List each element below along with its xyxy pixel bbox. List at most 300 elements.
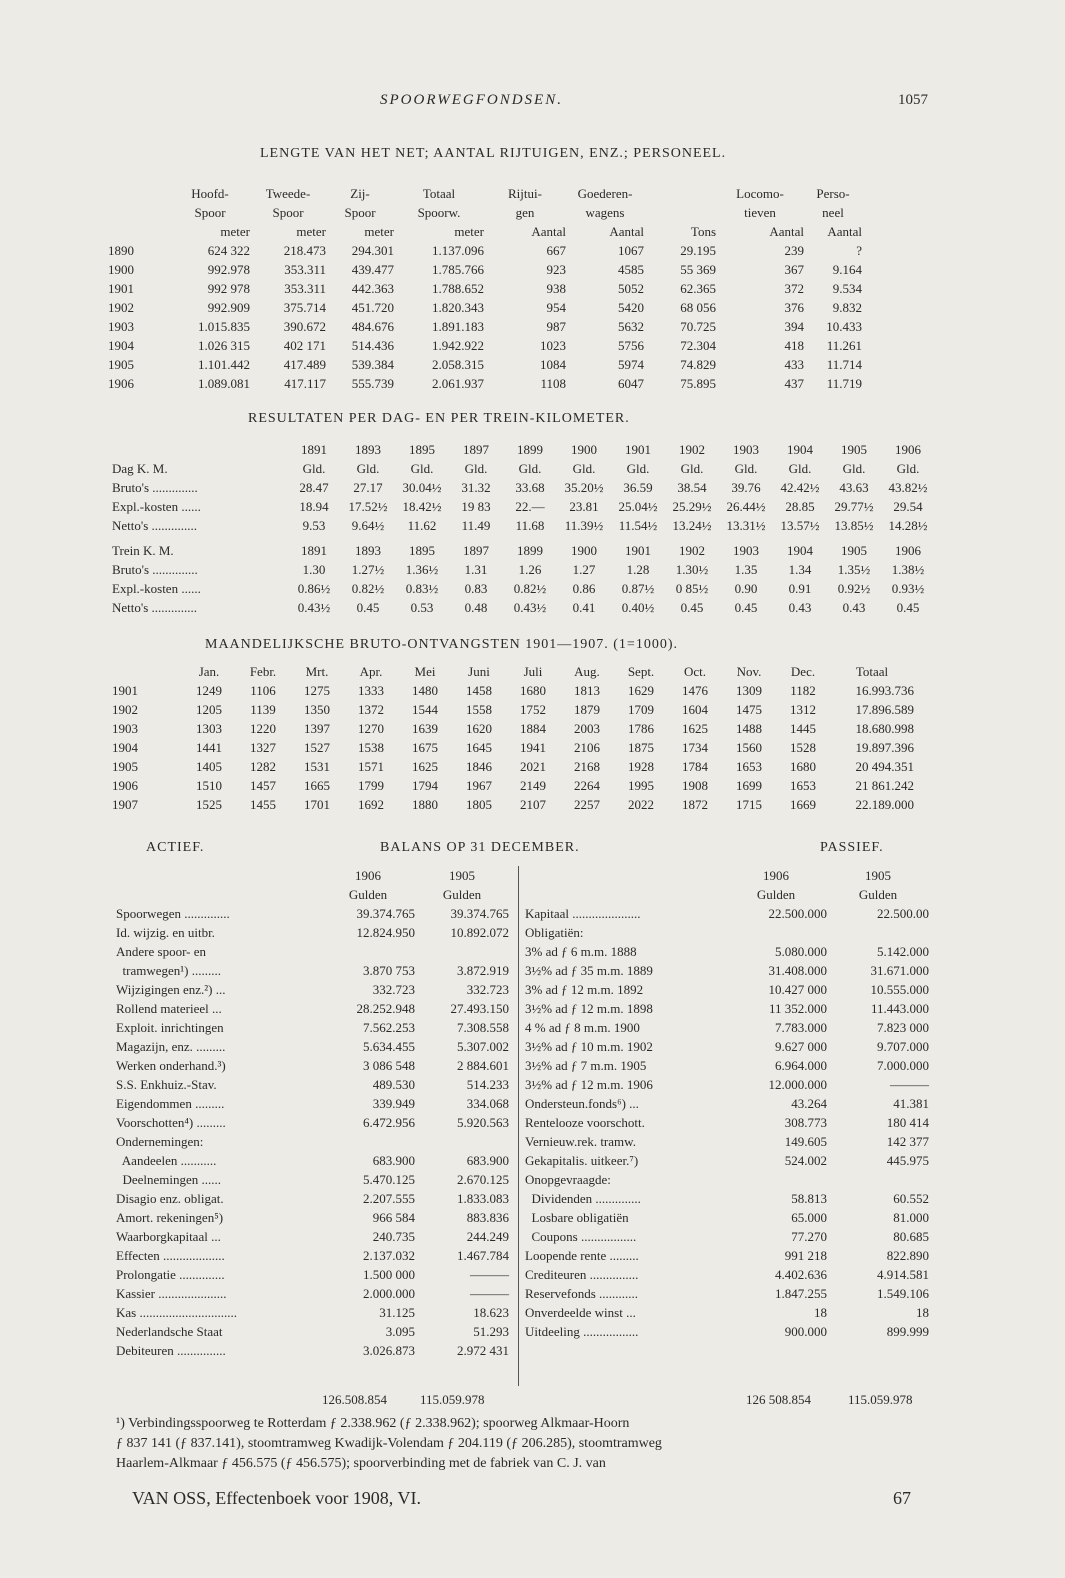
value-cell: 1665	[304, 777, 330, 793]
value-cell: 0.87½	[621, 580, 655, 596]
table-row	[112, 579, 935, 598]
table-row	[108, 279, 862, 298]
value-1906: 11 352.000	[768, 1000, 827, 1016]
value-cell: 1799	[358, 777, 384, 793]
unit-header: Gld.	[410, 460, 434, 476]
value-cell: 1805	[466, 796, 492, 812]
value-1906: 10.427 000	[768, 981, 827, 997]
value-cell: 353.311	[284, 261, 326, 277]
total-actief-1905: 115.059.978	[420, 1392, 485, 1407]
value-1906: 489.530	[372, 1076, 415, 1092]
column-header: meter	[296, 223, 326, 239]
value-cell: 1.30	[302, 561, 326, 577]
row-label: Dividenden ..............	[525, 1190, 641, 1206]
value-1906: 3 086 548	[363, 1057, 415, 1073]
table-row	[525, 999, 929, 1018]
value-1906: 65.000	[791, 1209, 827, 1225]
column-header: Spoor	[272, 204, 304, 220]
value-1905: 2.972 431	[457, 1342, 509, 1358]
table-row	[112, 719, 914, 738]
row-label: Magazijn, enz. .........	[116, 1038, 226, 1054]
value-1906: 7.562.253	[363, 1019, 415, 1035]
row-label: 3½% ad ƒ 12 m.m. 1906	[525, 1076, 653, 1092]
month-header: Oct.	[683, 663, 707, 679]
balance-unit-row	[116, 885, 509, 904]
value-1905: 883.836	[466, 1209, 509, 1225]
table-row	[116, 1284, 509, 1303]
value-cell: 19.897.396	[855, 739, 914, 755]
footer-citation: VAN OSS, Effectenboek voor 1908, VI.	[132, 1488, 421, 1508]
value-cell: 9.53	[302, 517, 326, 533]
row-label: Expl.-kosten ......	[112, 580, 201, 596]
table-row	[525, 1322, 929, 1341]
value-1905: 180 414	[886, 1114, 929, 1130]
value-cell: 1.35½	[837, 561, 871, 577]
table-row	[525, 1113, 929, 1132]
value-cell: 1.34	[788, 561, 812, 577]
value-cell: 18.42½	[402, 498, 442, 514]
value-cell: 1476	[682, 682, 708, 698]
table-row	[116, 1189, 509, 1208]
value-cell: 33.68	[515, 479, 545, 495]
value-cell: 1571	[358, 758, 384, 774]
header-spacer	[525, 866, 725, 885]
total-passief-1906: 126 508.854	[746, 1392, 811, 1407]
balance-year-row	[525, 866, 929, 885]
table-row	[116, 904, 509, 923]
year-header: 1895	[409, 542, 435, 558]
value-cell: 1995	[628, 777, 654, 793]
table-row	[112, 560, 935, 579]
month-header: Aug.	[574, 663, 600, 679]
value-cell: 1510	[196, 777, 222, 793]
value-1905: 4.914.581	[877, 1266, 929, 1282]
value-cell: 1488	[736, 720, 762, 736]
value-cell: 1.31	[464, 561, 488, 577]
value-cell: 5974	[618, 356, 644, 372]
column-header: Aantal	[609, 223, 644, 239]
value-cell: 1.026 315	[198, 337, 250, 353]
table-row	[108, 336, 862, 355]
value-1906: 1.847.255	[775, 1285, 827, 1301]
value-cell: 13.31½	[726, 517, 766, 533]
value-cell: 1669	[790, 796, 816, 812]
year-header: 1906	[763, 867, 789, 883]
table-row	[112, 516, 935, 535]
row-label: Bruto's ..............	[112, 479, 198, 495]
value-cell: 923	[546, 261, 566, 277]
value-cell: 539.384	[351, 356, 394, 372]
value-cell: 75.895	[680, 375, 716, 391]
value-cell: 55 369	[680, 261, 716, 277]
value-cell: 1405	[196, 758, 222, 774]
value-cell: 1327	[250, 739, 276, 755]
table-row	[108, 355, 862, 374]
value-cell: 1441	[196, 739, 222, 755]
row-label: Werken onderhand.³)	[116, 1057, 226, 1073]
row-label: Deelnemingen ......	[116, 1171, 222, 1187]
year-cell: 1904	[108, 337, 134, 353]
value-cell: 13.24½	[672, 517, 712, 533]
value-1905: 31.671.000	[870, 962, 929, 978]
year-header: 1893	[355, 441, 381, 457]
table-row	[525, 1056, 929, 1075]
value-1906: 5.080.000	[775, 943, 827, 959]
value-cell: 28.85	[785, 498, 815, 514]
value-1906: 991 218	[784, 1247, 827, 1263]
value-cell: 11.68	[515, 517, 545, 533]
value-1905: 244.249	[466, 1228, 509, 1244]
value-cell: 1872	[682, 796, 708, 812]
value-cell: 954	[546, 299, 566, 315]
table-row	[116, 1056, 509, 1075]
table-row	[116, 1075, 509, 1094]
table-row	[525, 1265, 929, 1284]
unit-header: Gulden	[442, 886, 482, 902]
value-cell: 2257	[574, 796, 600, 812]
value-1906	[725, 923, 827, 942]
running-title: SPOORWEGFONDSEN.	[380, 92, 563, 108]
value-cell: 0.45	[734, 599, 758, 615]
year-header: 1905	[865, 867, 891, 883]
value-1906: 6.964.000	[775, 1057, 827, 1073]
value-cell: 17.896.589	[855, 701, 914, 717]
row-label: Spoorwegen ..............	[116, 905, 230, 921]
net-header-row	[108, 184, 862, 203]
value-cell: 29.195	[680, 242, 716, 258]
value-cell: 418	[784, 337, 804, 353]
year-cell: 1903	[112, 720, 138, 736]
value-cell: 451.720	[351, 299, 394, 315]
value-cell: 1.26	[518, 561, 542, 577]
balance-year-row	[116, 866, 509, 885]
value-cell: 28.47	[299, 479, 329, 495]
row-label	[525, 1341, 725, 1360]
value-1905	[827, 1170, 929, 1189]
value-1906: 43.264	[791, 1095, 827, 1111]
value-cell: 1282	[250, 758, 276, 774]
year-header: 1899	[517, 441, 543, 457]
value-1905: 39.374.765	[450, 905, 509, 921]
row-label: Rentelooze voorschott.	[525, 1114, 645, 1130]
year-header: 1903	[733, 441, 759, 457]
value-cell: 1.38½	[891, 561, 925, 577]
value-cell: 1.36½	[405, 561, 439, 577]
table-row	[116, 942, 509, 961]
value-cell: 437	[784, 375, 804, 391]
column-header: Zij-	[350, 185, 370, 201]
value-cell: 1.891.183	[432, 318, 484, 334]
value-cell: 29.77½	[834, 498, 874, 514]
value-cell: 1309	[736, 682, 762, 698]
value-cell: 2106	[574, 739, 600, 755]
value-cell: 43.63	[839, 479, 869, 495]
value-cell: 4585	[618, 261, 644, 277]
year-header: 1901	[625, 441, 651, 457]
column-header: Goederen-	[577, 185, 633, 201]
value-cell: 0.86	[572, 580, 596, 596]
table-row	[108, 260, 862, 279]
value-1905: 5.142.000	[877, 943, 929, 959]
value-cell: 0.53	[410, 599, 434, 615]
value-1906: 12.000.000	[768, 1076, 827, 1092]
value-cell: 1.820.343	[432, 299, 484, 315]
value-cell: 992.909	[207, 299, 250, 315]
column-header: wagens	[585, 204, 625, 220]
year-header: 1903	[733, 542, 759, 558]
value-cell: 1846	[466, 758, 492, 774]
value-cell: 1067	[618, 242, 644, 258]
value-1906: 332.723	[372, 981, 415, 997]
table-row	[525, 1151, 929, 1170]
value-1906: 240.735	[372, 1228, 415, 1244]
year-header: 1904	[787, 542, 813, 558]
table-row	[116, 1037, 509, 1056]
row-label: Obligatiën:	[525, 924, 584, 940]
value-1905: ———	[470, 1285, 509, 1301]
value-cell: 25.29½	[672, 498, 712, 514]
row-label: Coupons .................	[525, 1228, 637, 1244]
value-cell: 1625	[682, 720, 708, 736]
value-cell: 1.089.081	[198, 375, 250, 391]
value-cell: 5756	[618, 337, 644, 353]
row-label: Prolongatie ..............	[116, 1266, 225, 1282]
table-row	[116, 999, 509, 1018]
value-cell: 1675	[412, 739, 438, 755]
value-1905: 142 377	[886, 1133, 929, 1149]
row-label: Id. wijzig. en uitbr.	[116, 924, 215, 940]
unit-header: Gld.	[572, 460, 596, 476]
footnote-line-3: Haarlem-Alkmaar ƒ 456.575 (ƒ 456.575); spoorverbinding met de fabriek van C. J. van	[116, 1456, 606, 1471]
value-cell: 1604	[682, 701, 708, 717]
table-row	[525, 1037, 929, 1056]
monthly-table	[112, 662, 914, 814]
value-1906: 5.470.125	[363, 1171, 415, 1187]
value-1906: 6.472.956	[363, 1114, 415, 1130]
value-cell: 22.—	[515, 498, 545, 514]
row-label: Onopgevraagde:	[525, 1171, 611, 1187]
table-row	[525, 1018, 929, 1037]
month-header: Mei	[414, 663, 436, 679]
value-1906: 3.095	[385, 1323, 415, 1339]
value-cell: 1.28	[626, 561, 650, 577]
value-cell: 43.82½	[888, 479, 928, 495]
value-cell: 0.43½	[297, 599, 331, 615]
table-row	[112, 738, 914, 757]
column-header: Spoorw.	[417, 204, 461, 220]
value-cell: 1928	[628, 758, 654, 774]
value-cell: 555.739	[351, 375, 394, 391]
value-cell: 1538	[358, 739, 384, 755]
value-cell: 0.83	[464, 580, 488, 596]
header-spacer	[116, 885, 321, 904]
year-header: 1906	[895, 441, 921, 457]
table-row	[116, 1341, 509, 1360]
value-cell: 0.43½	[513, 599, 547, 615]
row-label: Losbare obligatiën	[525, 1209, 629, 1225]
value-cell: 1884	[520, 720, 546, 736]
table-row	[525, 923, 929, 942]
value-cell: 938	[546, 280, 566, 296]
value-1905: 1.549.106	[877, 1285, 929, 1301]
value-cell: 375.714	[283, 299, 326, 315]
month-header: Juni	[468, 663, 490, 679]
row-label: Andere spoor- en	[116, 943, 206, 959]
value-1906: 1.500 000	[363, 1266, 415, 1282]
value-cell: 376	[784, 299, 804, 315]
table-row	[525, 1208, 929, 1227]
value-cell: 1908	[682, 777, 708, 793]
value-cell: 1645	[466, 739, 492, 755]
value-cell: 1084	[540, 356, 566, 372]
table-row	[112, 795, 914, 814]
value-cell: ?	[856, 242, 862, 258]
value-cell: 11.54½	[618, 517, 658, 533]
value-cell: 0.83½	[405, 580, 439, 596]
value-cell: 10.433	[826, 318, 862, 334]
page-number: 1057	[898, 92, 928, 108]
row-label: 3½% ad ƒ 10 m.m. 1902	[525, 1038, 653, 1054]
value-cell: 0.82½	[513, 580, 547, 596]
unit-header: Gld.	[788, 460, 812, 476]
results-unit-row	[112, 459, 935, 478]
value-1906: 28.252.948	[356, 1000, 415, 1016]
column-header: Hoofd-	[191, 185, 229, 201]
value-cell: 2022	[628, 796, 654, 812]
value-1905: 514.233	[466, 1076, 509, 1092]
year-cell: 1907	[112, 796, 138, 812]
table-row	[116, 980, 509, 999]
column-header: Tweede-	[265, 185, 311, 201]
value-1905	[415, 1132, 509, 1151]
results-table	[112, 440, 935, 617]
value-cell: 1794	[412, 777, 438, 793]
net-title: LENGTE VAN HET NET; AANTAL RIJTUIGEN, ENZ.; PERSONEEL.	[260, 146, 727, 161]
footer-sheet-number: 67	[893, 1488, 911, 1508]
value-cell: 1709	[628, 701, 654, 717]
value-1906: 683.900	[372, 1152, 415, 1168]
value-cell: 0.92½	[837, 580, 871, 596]
table-row	[525, 1284, 929, 1303]
table-row	[525, 904, 929, 923]
value-cell: 1715	[736, 796, 762, 812]
row-label: tramwegen¹) .........	[116, 962, 221, 978]
column-header: Spoor	[344, 204, 376, 220]
table-row	[116, 1227, 509, 1246]
value-cell: 0.48	[464, 599, 488, 615]
row-label: Disagio enz. obligat.	[116, 1190, 224, 1206]
value-cell: 1458	[466, 682, 492, 698]
value-cell: 390.672	[283, 318, 326, 334]
value-cell: 0.45	[356, 599, 380, 615]
value-cell: 11.49	[461, 517, 491, 533]
value-cell: 624 322	[207, 242, 250, 258]
value-1905: 822.890	[886, 1247, 929, 1263]
value-cell: 1.101.442	[198, 356, 250, 372]
value-cell: 1967	[466, 777, 492, 793]
actief-heading: ACTIEF.	[146, 840, 205, 855]
value-cell: 1182	[790, 682, 816, 698]
value-1905: 2 884.601	[457, 1057, 509, 1073]
value-cell: 1108	[540, 375, 566, 391]
row-label: Nederlandsche Staat	[116, 1323, 223, 1339]
year-header: 1891	[301, 542, 327, 558]
value-cell: 11.261	[826, 337, 862, 353]
results-trein-row	[112, 541, 935, 560]
value-cell: 2107	[520, 796, 546, 812]
value-cell: 1544	[412, 701, 438, 717]
value-1905: 18	[916, 1304, 929, 1320]
value-cell: 11.39½	[564, 517, 604, 533]
value-cell: 987	[546, 318, 566, 334]
passief-heading: PASSIEF.	[820, 840, 884, 855]
value-cell: 38.54	[677, 479, 707, 495]
value-cell: 2.061.937	[432, 375, 484, 391]
value-cell: 11.719	[826, 375, 862, 391]
value-cell: 1249	[196, 682, 222, 698]
value-cell: 0.90	[734, 580, 758, 596]
row-label: 3½% ad ƒ 7 m.m. 1905	[525, 1057, 647, 1073]
year-header: 1897	[463, 441, 489, 457]
value-cell: 439.477	[351, 261, 394, 277]
value-cell: 1879	[574, 701, 600, 717]
row-label: Netto's ..............	[112, 599, 198, 615]
table-row	[112, 497, 935, 516]
year-header: 1899	[517, 542, 543, 558]
row-label: Aandeelen ...........	[116, 1152, 217, 1168]
value-1905: ———	[890, 1076, 929, 1092]
value-cell: 1941	[520, 739, 546, 755]
year-header: 1900	[571, 542, 597, 558]
table-row	[112, 598, 935, 617]
year-header: 1906	[895, 542, 921, 558]
value-cell: 1.30½	[675, 561, 709, 577]
month-header: Febr.	[249, 663, 277, 679]
value-cell: 68 056	[680, 299, 716, 315]
value-1905: 683.900	[466, 1152, 509, 1168]
value-cell: 353.311	[284, 280, 326, 296]
value-cell: 239	[784, 242, 804, 258]
value-cell: 0.82½	[351, 580, 385, 596]
value-cell: 1205	[196, 701, 222, 717]
unit-header: Gld.	[896, 460, 920, 476]
table-row	[525, 942, 929, 961]
value-cell: 19 83	[461, 498, 491, 514]
net-header-row	[108, 222, 862, 241]
value-cell: 1106	[250, 682, 276, 698]
value-cell: 1527	[304, 739, 330, 755]
row-label: Onverdeelde winst ...	[525, 1304, 636, 1320]
year-header: 1902	[679, 441, 705, 457]
value-cell: 0 85½	[675, 580, 709, 596]
row-label: 3½% ad ƒ 35 m.m. 1889	[525, 962, 653, 978]
row-label: Kas ..............................	[116, 1304, 237, 1320]
value-cell: 1350	[304, 701, 330, 717]
value-cell: 1525	[196, 796, 222, 812]
year-header: 1904	[787, 441, 813, 457]
table-row	[116, 1170, 509, 1189]
value-1905: 5.920.563	[457, 1114, 509, 1130]
value-1906: 3.026.873	[363, 1342, 415, 1358]
value-cell: 0.43	[788, 599, 812, 615]
balance-passief-table	[525, 866, 929, 1360]
footnote-line-2: ƒ 837 141 (ƒ 837.141), stoomtramweg Kwadijk-Volendam ƒ 204.119 (ƒ 206.285), stoomtramweg	[116, 1436, 662, 1451]
value-cell: 36.59	[623, 479, 653, 495]
table-row	[116, 1018, 509, 1037]
header-spacer	[116, 866, 321, 885]
value-cell: 433	[784, 356, 804, 372]
value-1906	[725, 1170, 827, 1189]
